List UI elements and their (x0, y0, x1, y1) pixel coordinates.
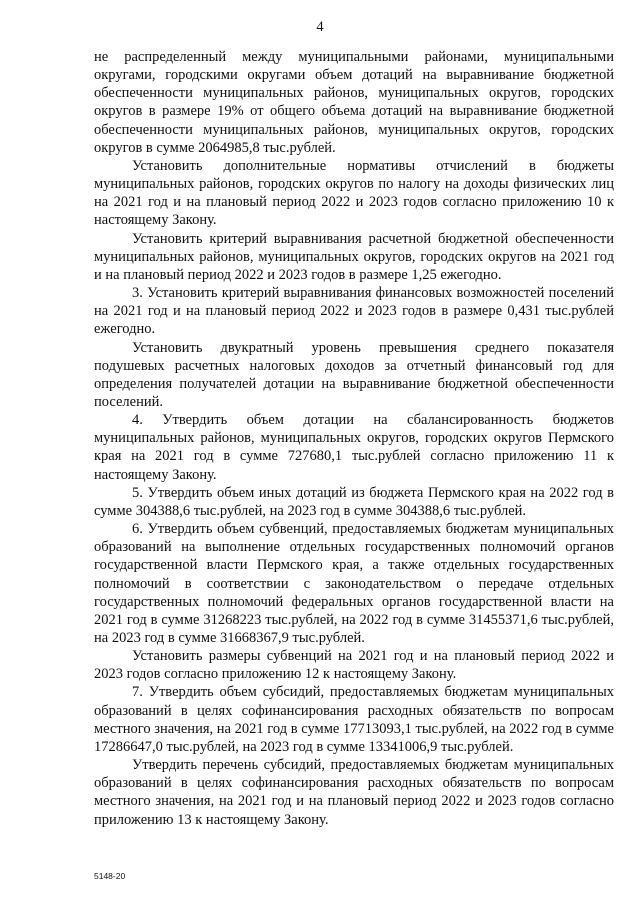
paragraph: Установить размеры субвенций на 2021 год и на плановый период 2022 и 2023 годов согласно приложению 12 к настоящему Закону. (94, 648, 614, 683)
paragraph: 5. Утвердить объем иных дотаций из бюджета Пермского края на 2022 год в сумме 304388,6 тыс.рублей, на 2023 год в сумме 304388,6 тыс.рублей. (94, 484, 614, 519)
paragraph-continuation: не распределенный между муниципальными районами, муниципальными округами, городскими округами объем дотаций на выравнивание бюджетной обеспеченности муниципальных районов, муниципальных округов, городских округов в размере 19% от общего объема дотаций на выравнивание бюджетной обеспеченности муниципальных районов, муниципальных округов, городских округов в сумме 2064985,8 тыс.рублей. (94, 49, 614, 156)
paragraph: 6. Утвердить объем субвенций, предоставляемых бюджетам муниципальных образований на выполнение отдельных государственных полномочий органов государственной власти Пермского края, а также отдельных государственных полномочий в соответствии с законодательством о передаче отдельных государственных полномочий федеральных органов государственной власти на 2021 год в сумме 31268223 тыс.рублей, на 2022 год в сумме 31455371,6 тыс.рублей, на 2023 год в сумме 31668367,9 тыс.рублей. (94, 521, 614, 646)
paragraph: Установить дополнительные нормативы отчислений в бюджеты муниципальных районов, городских округов по налогу на доходы физических лиц на 2021 год и на плановый период 2022 и 2023 годов согласно приложению 10 к настоящему Закону. (94, 157, 614, 229)
document-body (94, 48, 614, 829)
paragraph: 3. Установить критерий выравнивания финансовых возможностей поселений на 2021 год и на плановый период 2022 и 2023 годов в размере 0,431 тыс.рублей ежегодно. (94, 285, 614, 338)
paragraph: Установить двукратный уровень превышения среднего показателя подушевых расчетных налоговых доходов за отчетный финансовый год для определения получателей дотации на выравнивание бюджетной обеспеченности поселений. (94, 339, 614, 410)
page-number: 4 (316, 19, 324, 35)
paragraph: Установить критерий выравнивания расчетной бюджетной обеспеченности муниципальных районов, муниципальных округов, городских округов на 2021 год и на плановый период 2022 и 2023 годов в размере 1,25 ежегодно. (94, 230, 614, 283)
document-code: 5148-20 (94, 871, 126, 881)
paragraph: Утвердить перечень субсидий, предоставляемых бюджетам муниципальных образований в целях софинансирования расходных обязательств по вопросам местного значения, на 2021 год и на плановый период 2022 и 2023 годов согласно приложению 13 к настоящему Закону. (94, 757, 614, 828)
paragraph: 7. Утвердить объем субсидий, предоставляемых бюджетам муниципальных образований в целях софинансирования расходных обязательств по вопросам местного значения, на 2021 год в сумме 17713093,1 тыс.рублей, на 2022 год в сумме 17286647,0 тыс.рублей, на 2023 год в сумме 13341006,9 тыс.рублей. (94, 684, 614, 755)
paragraph: 4. Утвердить объем дотации на сбалансированность бюджетов муниципальных районов, муниципальных округов, городских округов Пермского края на 2021 год в сумме 727680,1 тыс.рублей согласно приложению 11 к настоящему Закону. (94, 412, 614, 483)
